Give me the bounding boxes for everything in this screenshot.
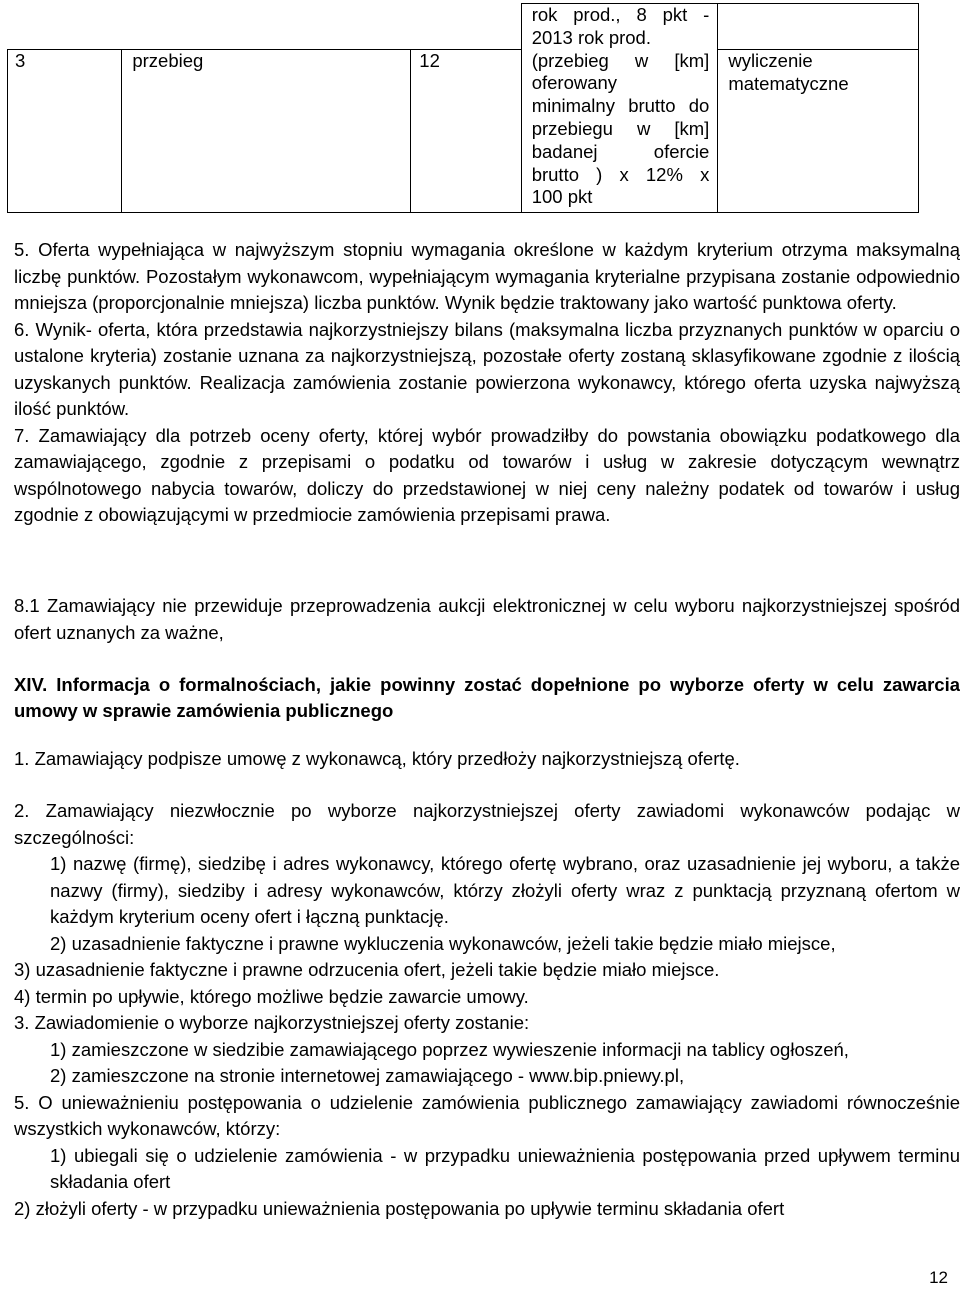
list-item: 2. Zamawiający niezwłocznie po wyborze najkorzystniejszej oferty zawiadomi wykonawców podając w szczególności: — [14, 800, 960, 848]
paragraph-8-1: 8.1 Zamawiający nie przewiduje przeprowadzenia aukcji elektronicznej w celu wyboru najkorzystniejszej spośród ofert uznanych za ważne, — [14, 595, 960, 643]
criterion-method: wyliczenie matematyczne — [728, 50, 849, 94]
table-cell-number — [8, 50, 122, 213]
paragraph-5: 5. Oferta wypełniająca w najwyższym stopniu wymagania określone w każdym kryterium otrzyma maksymalną liczbę punktów. Pozostałym wykonawcom, wypełniającym wymagania kryterialne przypisana zostanie odpowiednio mniejsza (proporcjonalnie mniejsza) liczba punktów. Wynik będzie traktowany jako wartość punktowa oferty. — [14, 239, 960, 313]
formula-line: przebiegu w [km] — [531, 117, 710, 139]
formula-line: 100 pkt — [531, 186, 593, 208]
table-cell-empty — [718, 4, 919, 50]
formula-line: badanej ofercie — [531, 140, 710, 162]
list-item: 1) ubiegali się o udzielenie zamówienia - w przypadku unieważnienia postępowania przed upływem terminu składania ofert — [50, 1144, 960, 1192]
section-xiv-items — [14, 798, 960, 1222]
list-item: 3. Zawiadomienie o wyborze najkorzystniejszej oferty zostanie: — [14, 1012, 530, 1033]
formula-line: 2013 rok prod. — [531, 26, 651, 48]
formula-line: oferowany — [531, 72, 618, 94]
criterion-number: 3 — [15, 50, 26, 72]
list-item: 2) uzasadnienie faktyczne i prawne wykluczenia wykonawców, jeżeli takie będzie miało miejsce, — [50, 932, 836, 954]
list-item: 2) zamieszczone na stronie internetowej zamawiającego - www.bip.pniewy.pl, — [50, 1065, 685, 1086]
list-item: 1) nazwę (firmę), siedzibę i adres wykonawcy, którego ofertę wybrano, oraz uzasadnienie jej wyboru, a także nazwy (firmy), siedziby i adresy wykonawców, którzy złożyli oferty wraz z punktacją przyznaną ofertom w każdym kryterium oceny ofert i łączną punktację. — [50, 853, 960, 927]
section-xiv — [14, 672, 960, 724]
table-row — [8, 50, 919, 213]
table-row — [8, 4, 919, 50]
table-cell-formula — [521, 50, 718, 213]
formula-line: minimalny brutto do — [531, 95, 710, 117]
criterion-weight: 12 — [419, 50, 440, 72]
evaluation-rules — [14, 237, 960, 529]
table-cell-formula-tail — [521, 4, 718, 50]
formula-line: (przebieg w [km] — [531, 49, 710, 71]
formula-line: rok prod., 8 pkt - — [531, 4, 710, 25]
table-cell-weight — [411, 50, 521, 213]
criterion-name: przebieg — [132, 50, 204, 72]
section-heading: XIV. Informacja o formalnościach, jakie powinny zostać dopełnione po wyborze oferty w celu zawarcia umowy w sprawie zamówienia publicznego — [14, 674, 960, 721]
list-item: 4) termin po upływie, którego możliwe będzie zawarcie umowy. — [14, 985, 529, 1007]
formula-line: brutto ) x 12% x — [531, 163, 710, 185]
page-number: 12 — [929, 1268, 948, 1287]
table-cell-empty — [8, 4, 522, 50]
paragraph-7: 7. Zamawiający dla potrzeb oceny oferty, której wybór prowadziłby do powstania obowiązku podatkowego dla zamawiającego, zgodnie z przepisami o podatku od towarów i usług w zakresie dotyczącym wewnątrz wspólnotowego nabycia towarów, doliczy do przedstawionej w niej ceny należny podatek od towarów i usług zgodnie z obowiązującymi w przedmiocie zamówienia przepisami prawa. — [14, 424, 960, 525]
auction-note — [14, 593, 960, 646]
section-xiv-item-1 — [14, 746, 960, 773]
list-item: 1. Zamawiający podpisze umowę z wykonawcą, który przedłoży najkorzystniejszą ofertę. — [14, 748, 740, 769]
table-cell-criterion — [122, 50, 411, 213]
list-item: 1) zamieszczone w siedzibie zamawiającego poprzez wywieszenie informacji na tablicy ogłoszeń, — [50, 1038, 849, 1060]
list-item: 5. O unieważnieniu postępowania o udzielenie zamówienia publicznego zamawiający zawiadomi równocześnie wszystkich wykonawców, którzy: — [14, 1091, 960, 1139]
criteria-table — [7, 3, 919, 213]
table-cell-method — [718, 50, 919, 213]
list-item: 2) złożyli oferty - w przypadku unieważnienia postępowania po upływie terminu składania ofert — [14, 1197, 785, 1219]
list-item: 3) uzasadnienie faktyczne i prawne odrzucenia ofert, jeżeli takie będzie miało miejsce. — [14, 959, 720, 980]
paragraph-6: 6. Wynik- oferta, która przedstawia najkorzystniejszy bilans (maksymalna liczba przyznanych punktów w oparciu o ustalone kryteria) zostanie uznana za najkorzystniejszą, pozostałe oferty zostaną sklasyfikowane zgodnie z ilością uzyskanych punktów. Realizacja zamówienia zostanie powierzona wykonawcy, którego oferta uzyska najwyższą ilość punktów. — [14, 318, 960, 419]
